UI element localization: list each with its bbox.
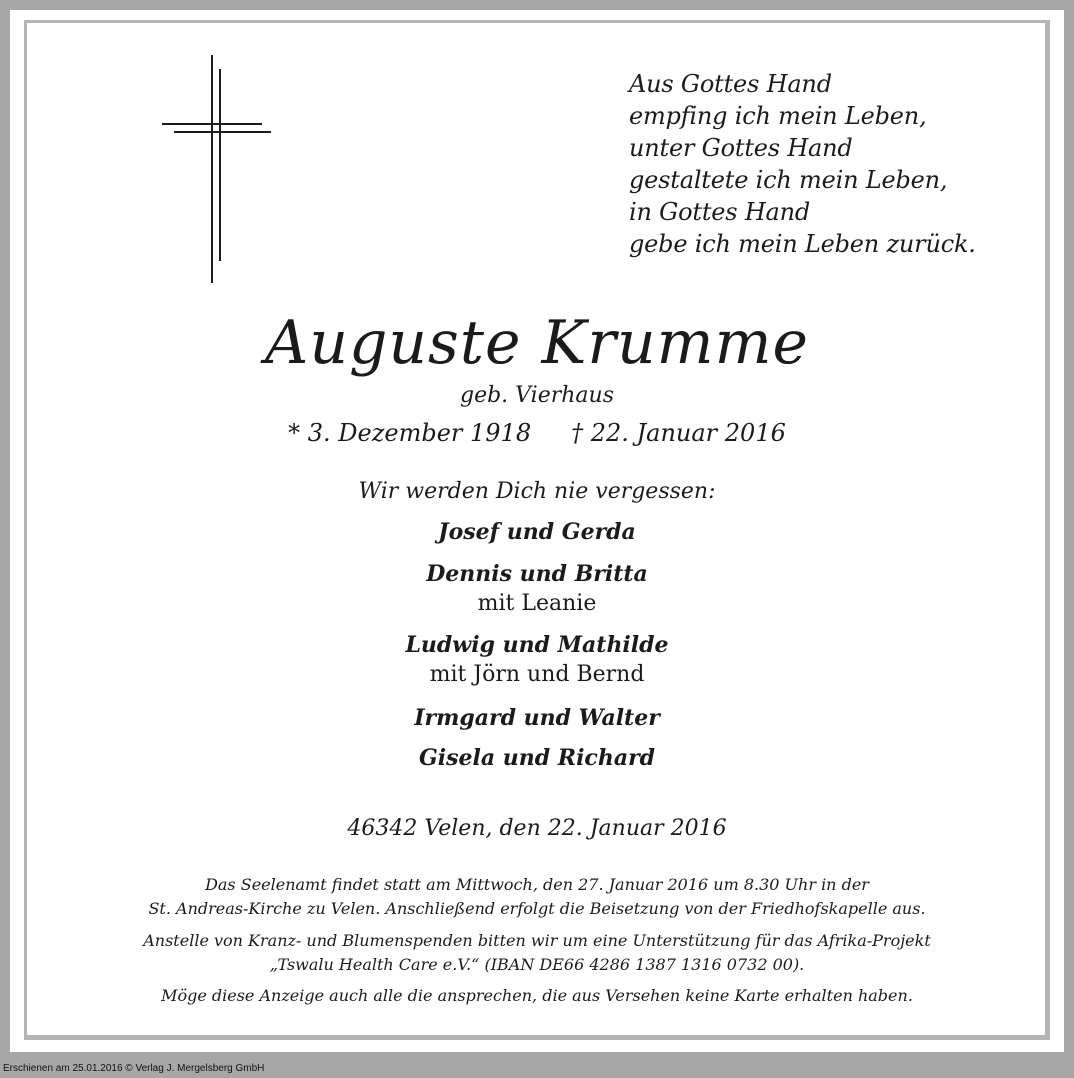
mourners-intro: Wir werden Dich nie vergessen: <box>358 479 716 504</box>
mourner-family: Dennis und Britta <box>426 561 648 587</box>
poem-line: Aus Gottes Hand <box>629 70 832 98</box>
poem-line: gestaltete ich mein Leben, <box>629 166 948 194</box>
service-note: Das Seelenamt findet statt am Mittwoch, den 27. Januar 2016 um 8.30 Uhr in der <box>205 875 869 894</box>
poem-line: empfing ich mein Leben, <box>629 102 927 130</box>
publication-footer: Erschienen am 25.01.2016 © Verlag J. Mergelsberg GmbH <box>3 1063 265 1074</box>
mourner-family: Irmgard und Walter <box>414 705 660 731</box>
place-date: 46342 Velen, den 22. Januar 2016 <box>347 816 727 841</box>
mourner-family: Josef und Gerda <box>438 519 636 545</box>
death-date: † 22. Januar 2016 <box>571 419 786 447</box>
donation-note: Anstelle von Kranz- und Blumenspenden bitten wir um eine Unterstützung für das Afrika-Projekt <box>143 931 931 950</box>
maiden-name: geb. Vierhaus <box>460 383 614 408</box>
poem <box>629 68 976 260</box>
mourner-family: Ludwig und Mathilde <box>405 632 669 658</box>
mourner-family-with: mit Jörn und Bernd <box>429 662 645 687</box>
mourner-family: Gisela und Richard <box>418 745 656 771</box>
cross-icon <box>160 55 272 283</box>
life-dates <box>0 417 1074 449</box>
poem-line: gebe ich mein Leben zurück. <box>629 230 976 258</box>
donation-note: „Tswalu Health Care e.V.“ (IBAN DE66 4286 1387 1316 0732 00). <box>269 955 805 974</box>
poem-line: unter Gottes Hand <box>629 134 853 162</box>
poem-line: in Gottes Hand <box>629 198 811 226</box>
deceased-name: Auguste Krumme <box>265 308 809 378</box>
mourner-family-with: mit Leanie <box>477 591 597 616</box>
service-note: St. Andreas-Kirche zu Velen. Anschließend erfolgt die Beisetzung von der Friedhofskapelle aus. <box>148 899 926 918</box>
birth-date: * 3. Dezember 1918 <box>288 419 532 447</box>
apology-note: Möge diese Anzeige auch alle die ansprechen, die aus Versehen keine Karte erhalten haben. <box>161 986 913 1005</box>
